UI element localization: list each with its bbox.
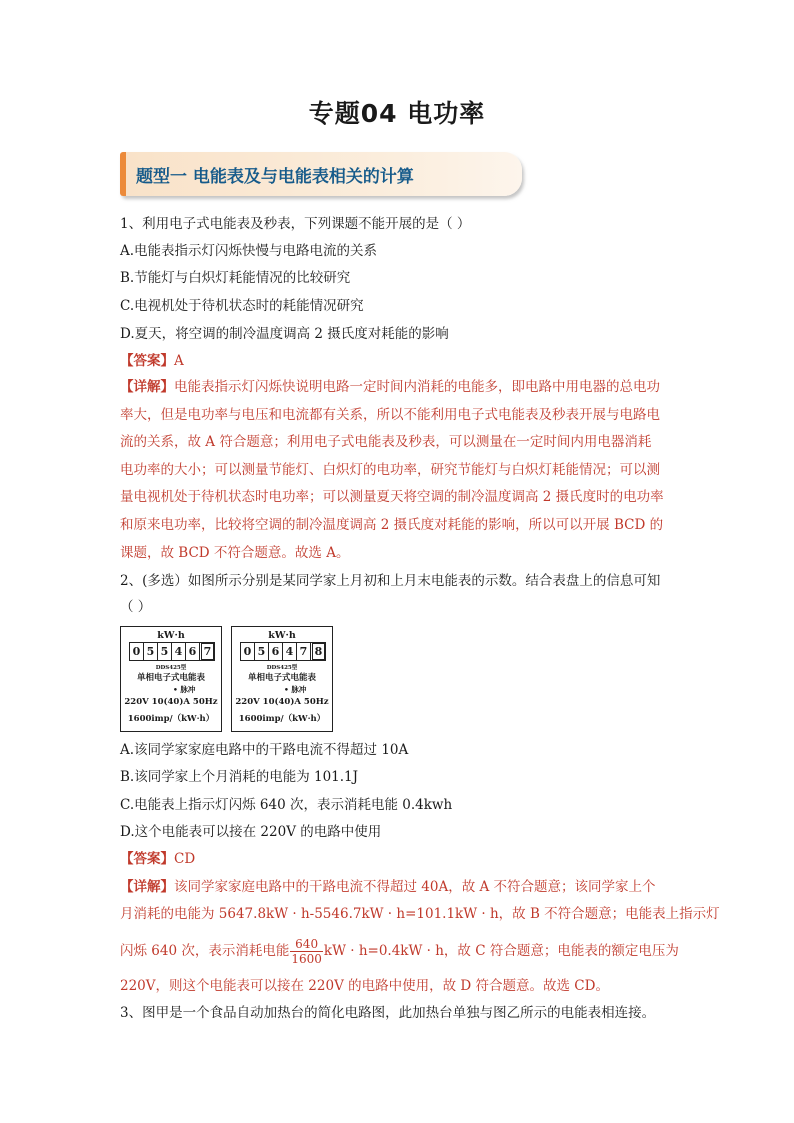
detail-line: 电功率的大小；可以测量节能灯、白炽灯的电功率，研究节能灯与白炽灯耗能情况；可以测 bbox=[120, 461, 660, 478]
meter-digit: 5 bbox=[144, 643, 158, 660]
detail-tag: 【详解】 bbox=[120, 379, 174, 395]
banner-accent-bar bbox=[120, 152, 126, 196]
meter-digit: 0 bbox=[241, 643, 255, 660]
section-heading: 题型一 电能表及与电能表相关的计算 bbox=[136, 167, 414, 187]
question-1-stem: 1、利用电子式电能表及秒表，下列课题不能开展的是（ ） bbox=[120, 216, 471, 232]
meter-impulse-constant: 1600imp/（kW·h） bbox=[238, 714, 326, 724]
question-1-option-d: D.夏天，将空调的制冷温度调高 2 摄氏度对耗能的影响 bbox=[120, 326, 449, 342]
question-2-option-b: B.该同学家上个月消耗的电能为 101.1J bbox=[120, 769, 359, 785]
detail-line: 流的关系，故 A 符合题意；利用电子式电能表及秒表，可以测量在一定时间内用电器消耗 bbox=[120, 434, 652, 451]
question-2-answer bbox=[120, 849, 195, 869]
detail-line: 和原来电功率，比较将空调的制冷温度调高 2 摄氏度对耗能的影响，所以可以开展 BCD 的 bbox=[120, 516, 664, 533]
answer-tag: 【答案】 bbox=[120, 353, 174, 369]
detail-text: 闪烁 640 次，表示消耗电能 bbox=[120, 943, 290, 959]
question-1-option-a: A.电能表指示灯闪烁快慢与电路电流的关系 bbox=[120, 243, 378, 259]
detail-text: kW · h=0.4kW · h，故 C 符合题意；电能表的额定电压为 bbox=[323, 943, 679, 959]
answer-tag: 【答案】 bbox=[120, 851, 174, 867]
meter-pulse-indicator: • 脉冲 bbox=[284, 685, 307, 694]
meter-digit: 4 bbox=[172, 643, 186, 660]
section-banner bbox=[120, 152, 522, 196]
question-2-stem-bracket: （ ） bbox=[120, 599, 152, 615]
question-2-option-c: C.电能表上指示灯闪烁 640 次，表示消耗电能 0.4kwh bbox=[120, 797, 453, 813]
meter-decimal-digit: 8 bbox=[312, 643, 325, 660]
meter-decimal-digit: 7 bbox=[201, 643, 214, 660]
question-2-option-d: D.这个电能表可以接在 220V 的电路中使用 bbox=[120, 824, 382, 840]
meter-unit: kW·h bbox=[268, 630, 296, 641]
meter-digit: 6 bbox=[186, 643, 200, 660]
question-2-detail-line-2: 月消耗的电能为 5647.8kW · h-5546.7kW · h=101.1kW · h，故 B 不符合题意；电能表上指示灯 bbox=[120, 906, 720, 922]
page-title: 专题04 电功率 bbox=[308, 99, 486, 128]
detail-text: 该同学家家庭电路中的干路电流不得超过 40A，故 A 不符合题意；该同学家上个 bbox=[174, 879, 656, 895]
detail-tag: 【详解】 bbox=[120, 879, 174, 895]
meter-rating: 220V 10(40)A 50Hz bbox=[124, 697, 218, 707]
question-2-detail-line-3 bbox=[120, 936, 679, 966]
meter-digit: 5 bbox=[255, 643, 269, 660]
meter-reading bbox=[129, 642, 215, 661]
fraction bbox=[290, 937, 323, 966]
fraction-numerator: 640 bbox=[290, 937, 323, 952]
meter-digit: 0 bbox=[130, 643, 144, 660]
question-2-detail-line-4: 220V，则这个电能表可以接在 220V 的电路中使用，故 D 符合题意。故选 CD。 bbox=[120, 978, 609, 994]
meter-pulse-indicator: • 脉冲 bbox=[173, 685, 196, 694]
meter-model: DDS425型 bbox=[266, 665, 298, 671]
question-2-option-a: A.该同学家家庭电路中的干路电流不得超过 10A bbox=[120, 742, 409, 758]
question-1-option-c: C.电视机处于待机状态时的耗能情况研究 bbox=[120, 298, 364, 314]
meter-unit: kW·h bbox=[157, 630, 185, 641]
answer-value: A bbox=[174, 353, 184, 369]
energy-meter-start bbox=[120, 626, 222, 732]
meter-impulse-constant: 1600imp/（kW·h） bbox=[127, 714, 215, 724]
meter-rating: 220V 10(40)A 50Hz bbox=[235, 697, 329, 707]
meter-digit: 5 bbox=[158, 643, 172, 660]
fraction-denominator: 1600 bbox=[291, 952, 322, 966]
detail-line: 课题，故 BCD 不符合题意。故选 A。 bbox=[120, 544, 350, 561]
meter-reading bbox=[240, 642, 326, 661]
question-1-answer bbox=[120, 351, 184, 371]
meter-digit: 7 bbox=[297, 643, 311, 660]
meter-name: 单相电子式电能表 bbox=[136, 673, 205, 683]
energy-meter-end bbox=[231, 626, 333, 732]
question-1-detail bbox=[120, 374, 676, 567]
meter-digit: 4 bbox=[283, 643, 297, 660]
meter-digit: 6 bbox=[269, 643, 283, 660]
question-2-detail-line-1 bbox=[120, 877, 656, 897]
detail-line: 电能表指示灯闪烁快说明电路一定时间内消耗的电能多，即电路中用电器的总电功 bbox=[174, 379, 660, 395]
question-2-stem: 2、(多选）如图所示分别是某同学家上月初和上月末电能表的示数。结合表盘上的信息可知 bbox=[120, 573, 661, 589]
detail-line: 率大，但是电功率与电压和电流都有关系，所以不能利用电子式电能表及秒表开展与电路电 bbox=[120, 406, 660, 423]
detail-line: 量电视机处于待机状态时电功率；可以测量夏天将空调的制冷温度调高 2 摄氏度时的电功率 bbox=[120, 489, 664, 506]
answer-value: CD bbox=[174, 851, 196, 867]
meter-name: 单相电子式电能表 bbox=[247, 673, 316, 683]
question-1-option-b: B.节能灯与白炽灯耗能情况的比较研究 bbox=[120, 270, 351, 286]
question-3-stem: 3、图甲是一个食品自动加热台的简化电路图，此加热台单独与图乙所示的电能表相连接。 bbox=[120, 1005, 656, 1021]
meter-model: DDS425型 bbox=[155, 665, 187, 671]
